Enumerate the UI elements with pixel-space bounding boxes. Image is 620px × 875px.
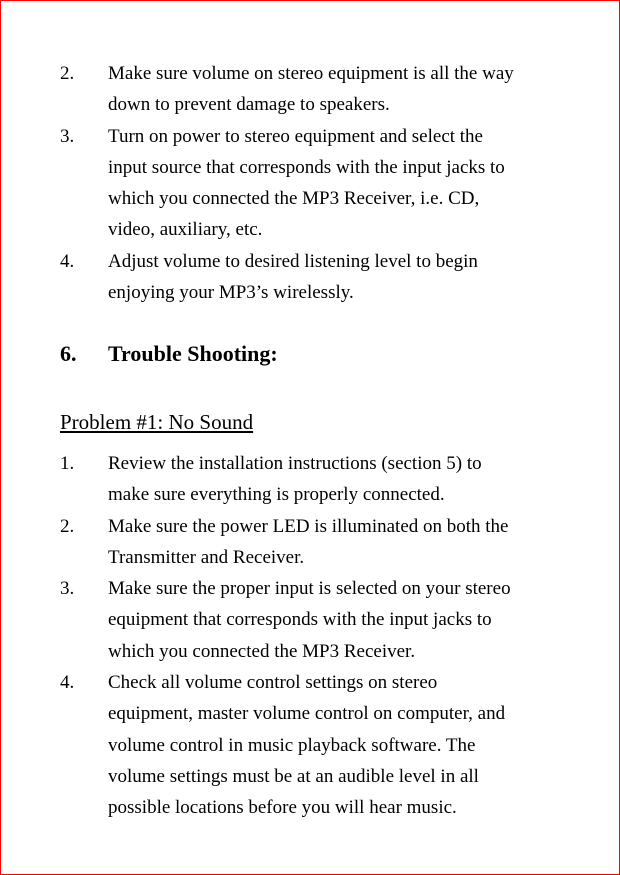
list-item (60, 448, 580, 511)
item-number: 3. (60, 578, 75, 600)
item-text (108, 246, 580, 309)
item-number: 4. (60, 672, 75, 694)
item-text (108, 58, 580, 121)
item-text (108, 573, 580, 667)
item-text-line: enjoying your MP3’s wirelessly. (108, 282, 354, 304)
item-number: 4. (60, 250, 75, 272)
list-item (60, 121, 580, 246)
item-text-line: which you connected the MP3 Receiver. (108, 640, 416, 662)
item-text (108, 667, 580, 823)
item-text-line: down to prevent damage to speakers. (108, 94, 390, 116)
item-text-line: video, auxiliary, etc. (108, 219, 263, 241)
item-text (108, 121, 580, 246)
item-text (108, 448, 580, 511)
item-number: 3. (60, 125, 75, 147)
item-text-line: volume control in music playback software. The (108, 734, 476, 756)
list-item (60, 511, 580, 574)
item-text-line: Review the installation instructions (section 5) to (108, 453, 482, 474)
item-text-line: Adjust volume to desired listening level to begin (108, 250, 478, 272)
item-text-line: possible locations before you will hear music. (108, 797, 457, 819)
list-item (60, 246, 580, 309)
item-text-line: input source that corresponds with the input jacks to (108, 156, 505, 178)
item-number: 2. (60, 63, 75, 84)
item-text-line: volume settings must be at an audible level in all (108, 765, 479, 787)
item-number: 1. (60, 453, 75, 474)
section-heading (60, 341, 278, 367)
list-item (60, 573, 580, 667)
item-text-line: Turn on power to stereo equipment and select the (108, 125, 483, 147)
item-text-line: equipment that corresponds with the input jacks to (108, 609, 492, 631)
item-text-line: Make sure volume on stereo equipment is all the way (108, 63, 514, 84)
item-text (108, 511, 580, 574)
section-title: Trouble Shooting: (108, 341, 278, 366)
item-number: 2. (60, 515, 75, 537)
list-item (60, 667, 580, 823)
item-text-line: make sure everything is properly connected. (108, 484, 445, 506)
item-text-line: Make sure the proper input is selected on your stereo (108, 578, 511, 600)
item-text-line: Make sure the power LED is illuminated on both the (108, 515, 509, 537)
section-number: 6. (60, 341, 77, 366)
item-text-line: Check all volume control settings on stereo (108, 672, 438, 694)
item-text-line: equipment, master volume control on computer, and (108, 703, 506, 725)
item-text-line: Transmitter and Receiver. (108, 546, 305, 568)
list-item (60, 58, 580, 121)
problem-title: Problem #1: No Sound (60, 410, 254, 434)
item-text-line: which you connected the MP3 Receiver, i.e. CD, (108, 188, 480, 210)
